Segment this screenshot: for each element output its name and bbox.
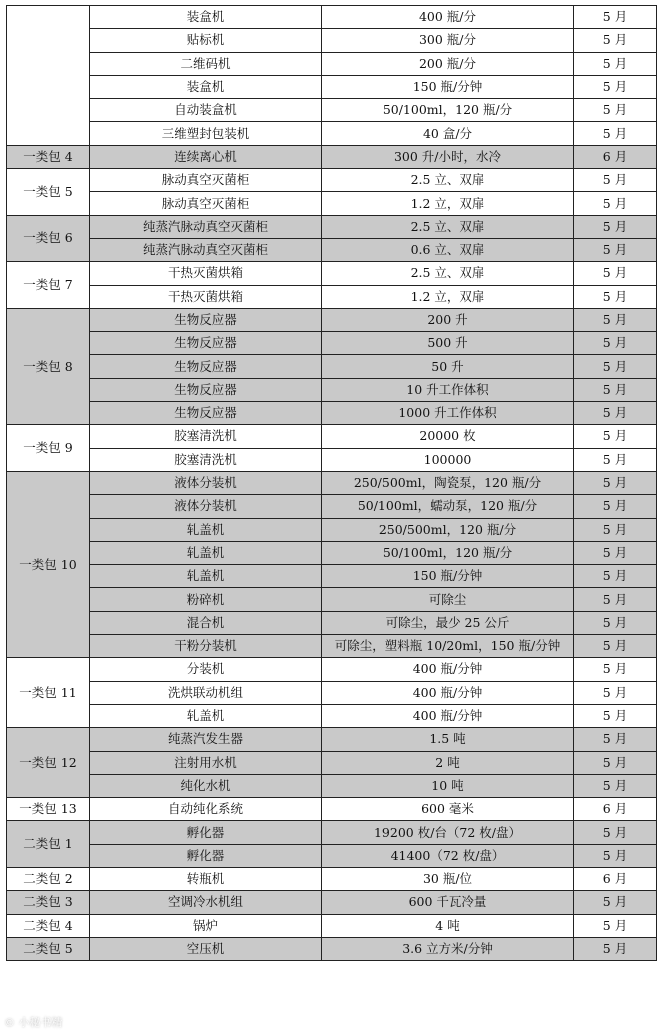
specification-cell: 10 升工作体积 <box>322 378 574 401</box>
table-group <box>7 821 657 868</box>
equipment-name-cell: 干热灭菌烘箱 <box>90 285 322 308</box>
equipment-name-cell: 干热灭菌烘箱 <box>90 262 322 285</box>
specification-cell: 30 瓶/位 <box>322 867 574 890</box>
table-group <box>7 914 657 937</box>
table-group <box>7 937 657 960</box>
equipment-name-cell: 生物反应器 <box>90 308 322 331</box>
table-row <box>7 751 657 774</box>
specification-cell: 4 吨 <box>322 914 574 937</box>
specification-cell: 400 瓶/分钟 <box>322 704 574 727</box>
delivery-month-cell: 5 月 <box>574 355 657 378</box>
table-group <box>7 891 657 914</box>
table-group <box>7 215 657 262</box>
package-label-cell: 二类包 1 <box>7 821 90 868</box>
delivery-month-cell: 5 月 <box>574 99 657 122</box>
delivery-month-cell: 5 月 <box>574 192 657 215</box>
specification-cell: 600 千瓦冷量 <box>322 891 574 914</box>
table-group <box>7 169 657 216</box>
table-group <box>7 6 657 146</box>
package-label-cell: 一类包 12 <box>7 728 90 798</box>
package-label-cell <box>7 6 90 146</box>
table-row <box>7 169 657 192</box>
package-label-cell: 一类包 9 <box>7 425 90 472</box>
specification-cell: 300 瓶/分 <box>322 29 574 52</box>
specification-cell: 250/500ml，陶瓷泵，120 瓶/分 <box>322 471 574 494</box>
specification-cell: 可除尘，塑料瓶 10/20ml，150 瓶/分钟 <box>322 635 574 658</box>
table-row <box>7 844 657 867</box>
specification-cell: 10 吨 <box>322 774 574 797</box>
equipment-name-cell: 孵化器 <box>90 821 322 844</box>
table-row <box>7 635 657 658</box>
equipment-name-cell: 装盒机 <box>90 75 322 98</box>
table-row <box>7 285 657 308</box>
equipment-name-cell: 二维码机 <box>90 52 322 75</box>
table-row <box>7 332 657 355</box>
package-label-cell: 二类包 2 <box>7 867 90 890</box>
table-row <box>7 914 657 937</box>
specification-cell: 400 瓶/分钟 <box>322 681 574 704</box>
table-group <box>7 728 657 798</box>
equipment-name-cell: 自动装盒机 <box>90 99 322 122</box>
delivery-month-cell: 5 月 <box>574 565 657 588</box>
delivery-month-cell: 5 月 <box>574 891 657 914</box>
table-row <box>7 611 657 634</box>
delivery-month-cell: 5 月 <box>574 844 657 867</box>
equipment-name-cell: 纯化水机 <box>90 774 322 797</box>
table-row <box>7 681 657 704</box>
equipment-name-cell: 脉动真空灭菌柜 <box>90 169 322 192</box>
equipment-name-cell: 空调冷水机组 <box>90 891 322 914</box>
specification-cell: 0.6 立、双扉 <box>322 238 574 261</box>
delivery-month-cell: 5 月 <box>574 378 657 401</box>
equipment-table <box>6 5 657 961</box>
package-label-cell: 一类包 4 <box>7 145 90 168</box>
equipment-name-cell: 混合机 <box>90 611 322 634</box>
delivery-month-cell: 5 月 <box>574 332 657 355</box>
delivery-month-cell: 5 月 <box>574 704 657 727</box>
delivery-month-cell: 5 月 <box>574 402 657 425</box>
equipment-name-cell: 生物反应器 <box>90 355 322 378</box>
delivery-month-cell: 5 月 <box>574 448 657 471</box>
specification-cell: 400 瓶/分 <box>322 6 574 29</box>
delivery-month-cell: 5 月 <box>574 308 657 331</box>
delivery-month-cell: 5 月 <box>574 937 657 960</box>
delivery-month-cell: 5 月 <box>574 518 657 541</box>
table-group <box>7 145 657 168</box>
equipment-name-cell: 洗烘联动机组 <box>90 681 322 704</box>
table-row <box>7 308 657 331</box>
table-row <box>7 704 657 727</box>
equipment-name-cell: 自动纯化系统 <box>90 798 322 821</box>
equipment-name-cell: 胶塞清洗机 <box>90 448 322 471</box>
delivery-month-cell: 5 月 <box>574 541 657 564</box>
delivery-month-cell: 5 月 <box>574 588 657 611</box>
delivery-month-cell: 5 月 <box>574 495 657 518</box>
delivery-month-cell: 5 月 <box>574 215 657 238</box>
table-group <box>7 658 657 728</box>
delivery-month-cell: 5 月 <box>574 29 657 52</box>
specification-cell: 2.5 立、双扉 <box>322 169 574 192</box>
specification-cell: 50/100ml，120 瓶/分 <box>322 99 574 122</box>
specification-cell: 150 瓶/分钟 <box>322 565 574 588</box>
table-row <box>7 495 657 518</box>
equipment-name-cell: 轧盖机 <box>90 518 322 541</box>
table-row <box>7 425 657 448</box>
table-row <box>7 891 657 914</box>
delivery-month-cell: 6 月 <box>574 145 657 168</box>
delivery-month-cell: 6 月 <box>574 867 657 890</box>
equipment-name-cell: 孵化器 <box>90 844 322 867</box>
table-row <box>7 541 657 564</box>
specification-cell: 300 升/小时，水冷 <box>322 145 574 168</box>
equipment-name-cell: 生物反应器 <box>90 402 322 425</box>
equipment-name-cell: 纯蒸汽脉动真空灭菌柜 <box>90 215 322 238</box>
delivery-month-cell: 5 月 <box>574 6 657 29</box>
package-label-cell: 一类包 6 <box>7 215 90 262</box>
delivery-month-cell: 5 月 <box>574 914 657 937</box>
specification-cell: 2.5 立、双扉 <box>322 262 574 285</box>
table-row <box>7 75 657 98</box>
delivery-month-cell: 5 月 <box>574 611 657 634</box>
specification-cell: 600 毫米 <box>322 798 574 821</box>
watermark: © 小秘书精 <box>4 1016 63 1029</box>
delivery-month-cell: 5 月 <box>574 52 657 75</box>
specification-cell: 400 瓶/分钟 <box>322 658 574 681</box>
delivery-month-cell: 5 月 <box>574 728 657 751</box>
table-row <box>7 215 657 238</box>
table-row <box>7 728 657 751</box>
package-label-cell: 一类包 5 <box>7 169 90 216</box>
specification-cell: 20000 枚 <box>322 425 574 448</box>
specification-cell: 250/500ml，120 瓶/分 <box>322 518 574 541</box>
delivery-month-cell: 5 月 <box>574 169 657 192</box>
table-group <box>7 262 657 309</box>
equipment-name-cell: 粉碎机 <box>90 588 322 611</box>
delivery-month-cell: 5 月 <box>574 425 657 448</box>
equipment-name-cell: 分装机 <box>90 658 322 681</box>
table-row <box>7 145 657 168</box>
table-row <box>7 402 657 425</box>
specification-cell: 500 升 <box>322 332 574 355</box>
package-label-cell: 一类包 10 <box>7 471 90 657</box>
equipment-name-cell: 装盒机 <box>90 6 322 29</box>
specification-cell: 100000 <box>322 448 574 471</box>
specification-cell: 3.6 立方米/分钟 <box>322 937 574 960</box>
equipment-name-cell: 生物反应器 <box>90 332 322 355</box>
table-row <box>7 29 657 52</box>
specification-cell: 可除尘，最少 25 公斤 <box>322 611 574 634</box>
delivery-month-cell: 5 月 <box>574 774 657 797</box>
table-row <box>7 52 657 75</box>
equipment-name-cell: 纯蒸汽发生器 <box>90 728 322 751</box>
equipment-name-cell: 空压机 <box>90 937 322 960</box>
specification-cell: 2.5 立、双扉 <box>322 215 574 238</box>
equipment-name-cell: 转瓶机 <box>90 867 322 890</box>
specification-cell: 200 升 <box>322 308 574 331</box>
specification-cell: 50/100ml，蠕动泵，120 瓶/分 <box>322 495 574 518</box>
table-row <box>7 798 657 821</box>
specification-cell: 1.2 立，双扉 <box>322 192 574 215</box>
equipment-name-cell: 胶塞清洗机 <box>90 425 322 448</box>
equipment-name-cell: 轧盖机 <box>90 541 322 564</box>
equipment-name-cell: 三维塑封包装机 <box>90 122 322 145</box>
equipment-name-cell: 纯蒸汽脉动真空灭菌柜 <box>90 238 322 261</box>
package-label-cell: 一类包 11 <box>7 658 90 728</box>
delivery-month-cell: 5 月 <box>574 122 657 145</box>
table-row <box>7 774 657 797</box>
delivery-month-cell: 5 月 <box>574 262 657 285</box>
table-row <box>7 262 657 285</box>
delivery-month-cell: 5 月 <box>574 471 657 494</box>
table-row <box>7 99 657 122</box>
table-row <box>7 588 657 611</box>
delivery-month-cell: 5 月 <box>574 75 657 98</box>
equipment-name-cell: 连续离心机 <box>90 145 322 168</box>
package-label-cell: 一类包 7 <box>7 262 90 309</box>
table-row <box>7 937 657 960</box>
equipment-name-cell: 脉动真空灭菌柜 <box>90 192 322 215</box>
equipment-name-cell: 轧盖机 <box>90 704 322 727</box>
table-row <box>7 355 657 378</box>
table-group <box>7 308 657 424</box>
table-row <box>7 658 657 681</box>
delivery-month-cell: 5 月 <box>574 751 657 774</box>
table-row <box>7 867 657 890</box>
delivery-month-cell: 5 月 <box>574 658 657 681</box>
delivery-month-cell: 5 月 <box>574 635 657 658</box>
delivery-month-cell: 5 月 <box>574 238 657 261</box>
table-row <box>7 122 657 145</box>
specification-cell: 1000 升工作体积 <box>322 402 574 425</box>
specification-cell: 1.2 立，双扉 <box>322 285 574 308</box>
equipment-name-cell: 轧盖机 <box>90 565 322 588</box>
table-row <box>7 821 657 844</box>
equipment-name-cell: 贴标机 <box>90 29 322 52</box>
package-label-cell: 一类包 8 <box>7 308 90 424</box>
equipment-name-cell: 生物反应器 <box>90 378 322 401</box>
specification-cell: 2 吨 <box>322 751 574 774</box>
table-row <box>7 565 657 588</box>
package-label-cell: 二类包 4 <box>7 914 90 937</box>
specification-cell: 可除尘 <box>322 588 574 611</box>
package-label-cell: 一类包 13 <box>7 798 90 821</box>
table-row <box>7 448 657 471</box>
specification-cell: 50 升 <box>322 355 574 378</box>
equipment-name-cell: 锅炉 <box>90 914 322 937</box>
table-group <box>7 471 657 657</box>
table-group <box>7 425 657 472</box>
equipment-name-cell: 液体分装机 <box>90 471 322 494</box>
table-row <box>7 6 657 29</box>
delivery-month-cell: 5 月 <box>574 681 657 704</box>
package-label-cell: 二类包 3 <box>7 891 90 914</box>
package-label-cell: 二类包 5 <box>7 937 90 960</box>
equipment-name-cell: 液体分装机 <box>90 495 322 518</box>
delivery-month-cell: 5 月 <box>574 821 657 844</box>
table-row <box>7 378 657 401</box>
table-group <box>7 798 657 821</box>
delivery-month-cell: 6 月 <box>574 798 657 821</box>
table-group <box>7 867 657 890</box>
equipment-name-cell: 干粉分装机 <box>90 635 322 658</box>
delivery-month-cell: 5 月 <box>574 285 657 308</box>
specification-cell: 50/100ml，120 瓶/分 <box>322 541 574 564</box>
equipment-name-cell: 注射用水机 <box>90 751 322 774</box>
specification-cell: 19200 枚/台（72 枚/盘） <box>322 821 574 844</box>
specification-cell: 200 瓶/分 <box>322 52 574 75</box>
table-row <box>7 471 657 494</box>
specification-cell: 150 瓶/分钟 <box>322 75 574 98</box>
table-row <box>7 192 657 215</box>
specification-cell: 1.5 吨 <box>322 728 574 751</box>
specification-cell: 41400（72 枚/盘） <box>322 844 574 867</box>
specification-cell: 40 盒/分 <box>322 122 574 145</box>
table-row <box>7 518 657 541</box>
table-row <box>7 238 657 261</box>
